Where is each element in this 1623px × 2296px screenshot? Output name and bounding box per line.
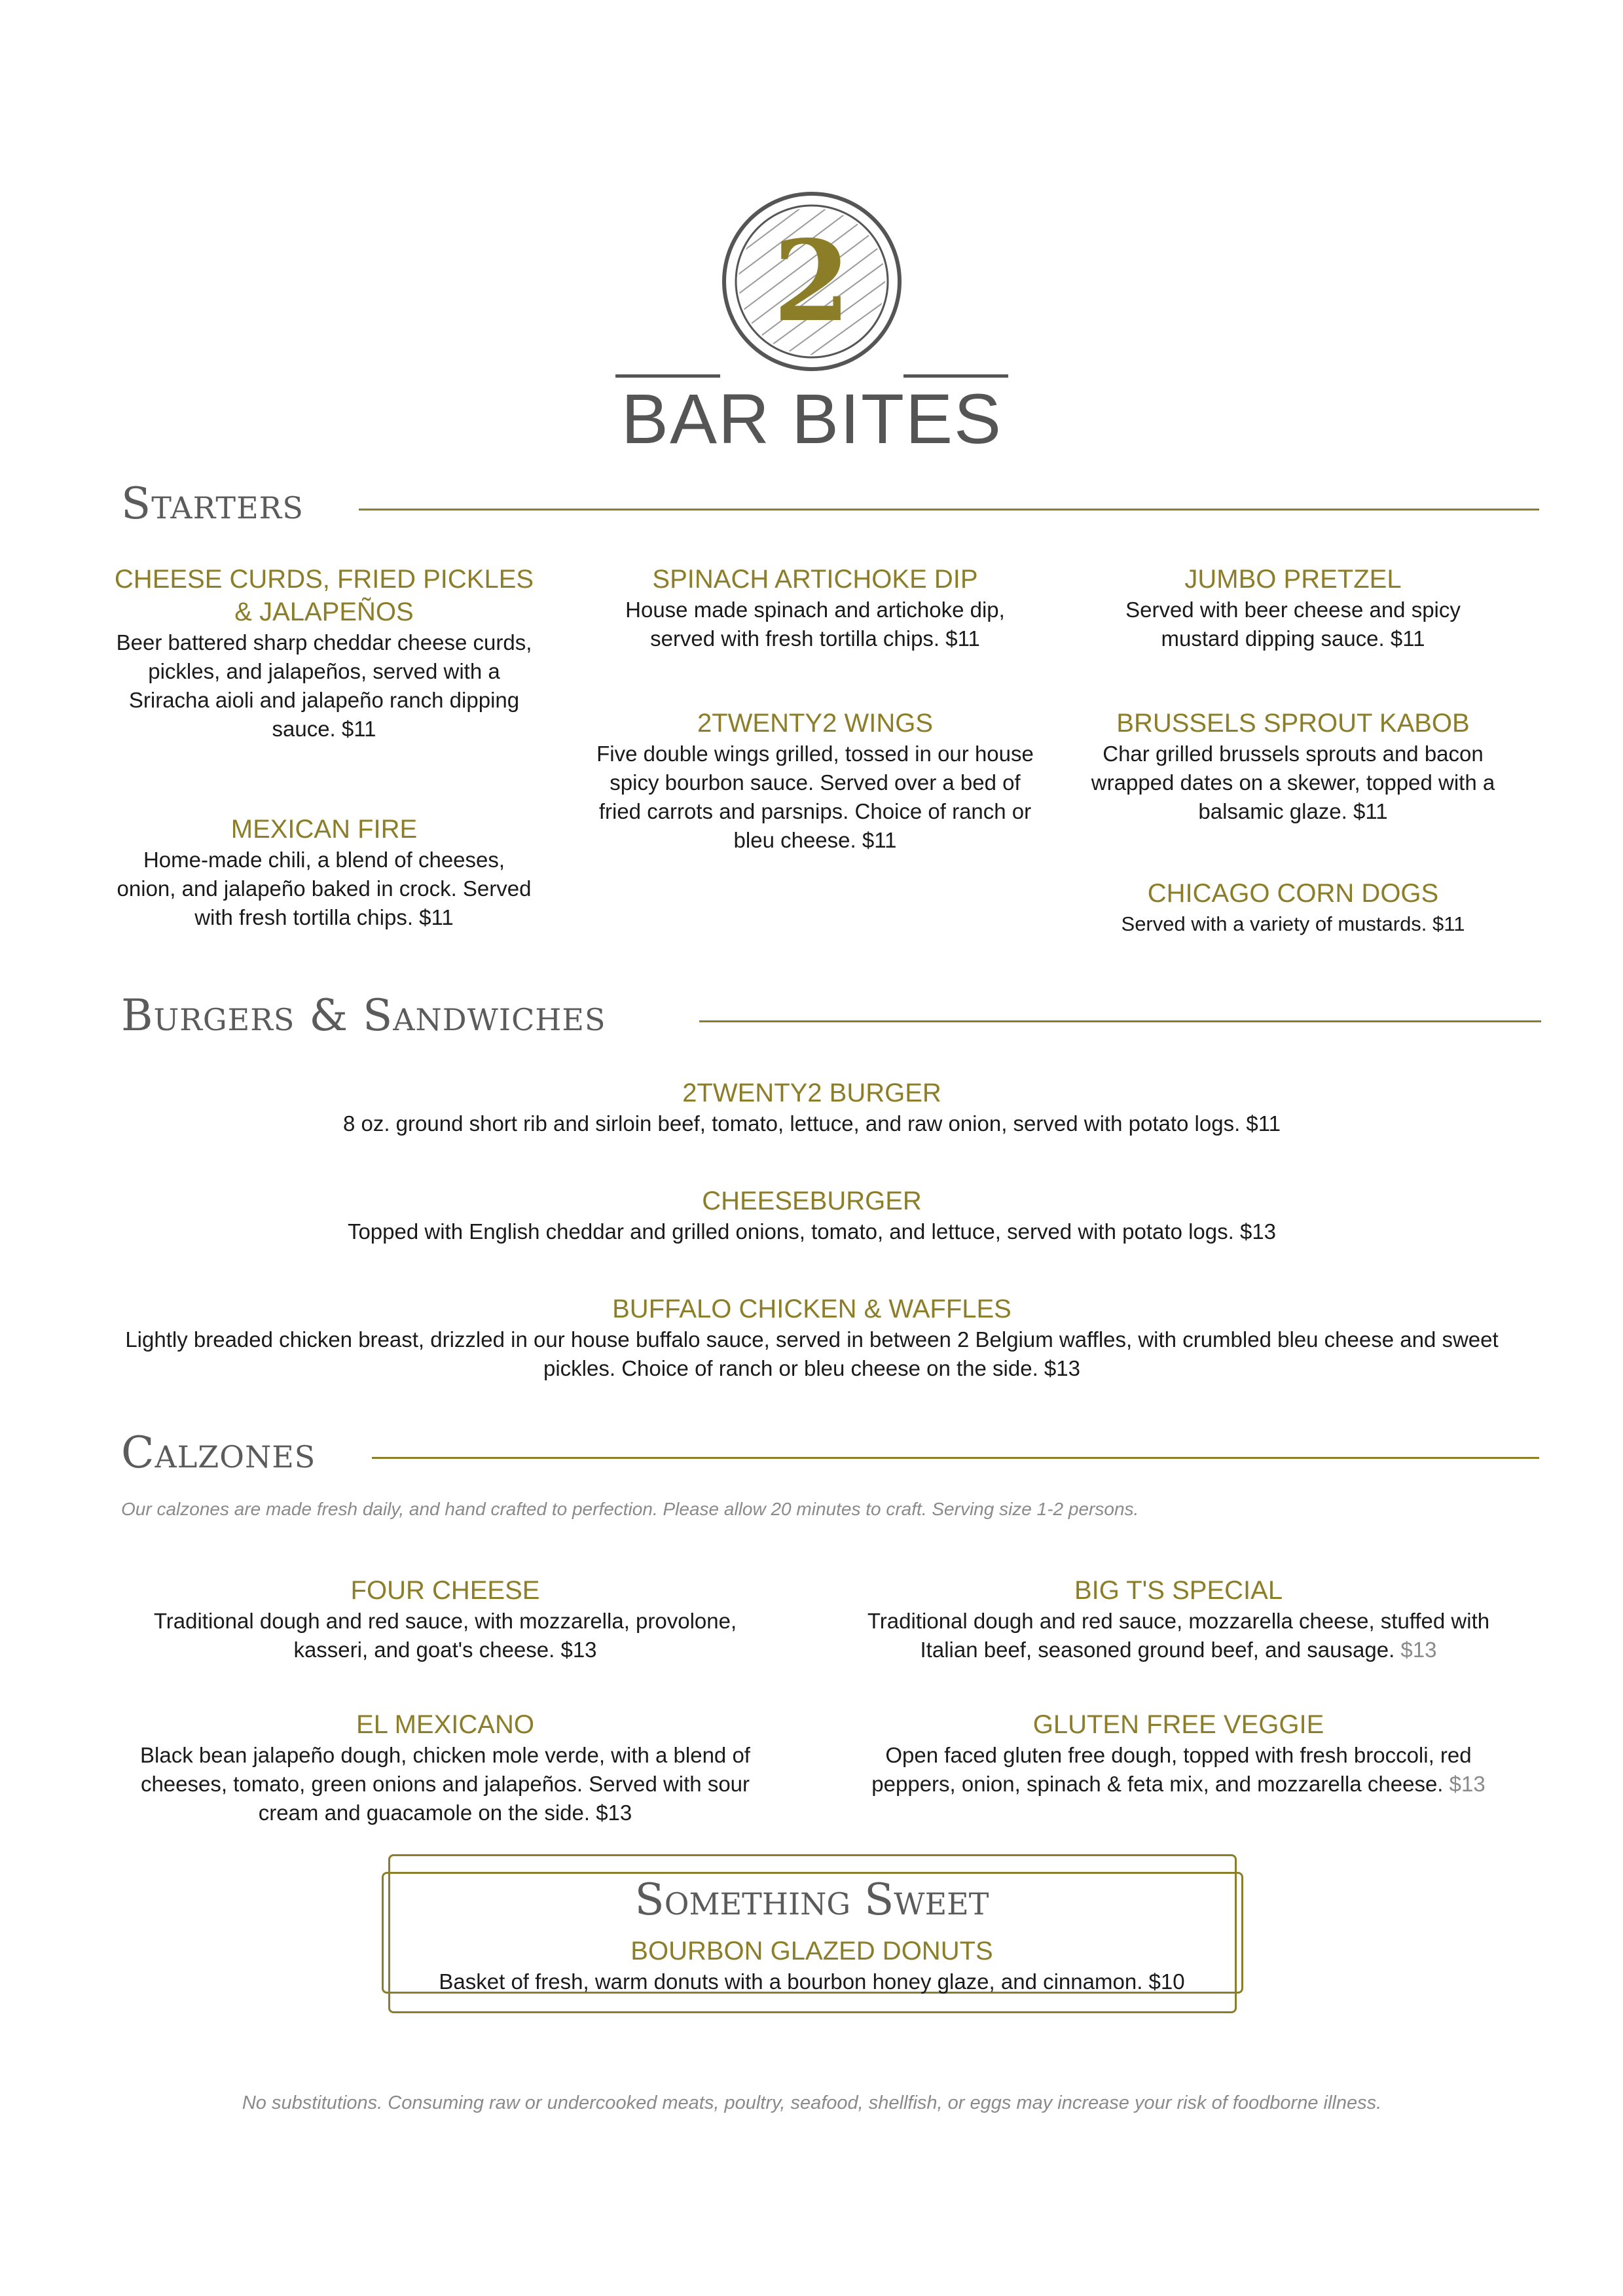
item-title: 2TWENTY2 BURGER (682, 1079, 941, 1107)
item-description: Beer battered sharp cheddar cheese curds, pickles, and jalapeños, served with a Sriracha aioli and jalapeño ranch dipping sauce. $11 (116, 630, 532, 741)
logo (602, 190, 1021, 465)
item-description: Traditional dough and red sauce, with mozzarella, provolone, kasseri, and goat's cheese. $13 (153, 1609, 737, 1662)
menu-item (118, 1574, 773, 1664)
item-title: MEXICAN FIRE (230, 815, 418, 844)
item-description: Five double wings grilled, tossed in our house spicy bourbon sauce. Served over a bed of fried carrots and parsnips. Choice of ranch or bleu cheese. $11 (596, 742, 1034, 852)
logo-title: BAR BITES (621, 379, 1003, 458)
section-rule-burgers (699, 1020, 1541, 1022)
item-description: 8 oz. ground short rib and sirloin beef, tomato, lettuce, and raw onion, served with potato logs. $11 (342, 1111, 1281, 1136)
logo-rule-right (903, 374, 1008, 378)
item-title: CHEESE CURDS, FRIED PICKLES & JALAPEÑOS (114, 565, 534, 626)
item-title: CHICAGO CORN DOGS (1147, 879, 1439, 908)
item-title: BIG T'S SPECIAL (1074, 1576, 1283, 1605)
menu-item (1074, 877, 1512, 939)
item-title: FOUR CHEESE (350, 1576, 540, 1605)
section-heading-sweet: Something Sweet (634, 1874, 989, 1925)
item-price: $13 (1449, 1772, 1486, 1796)
section-heading-calzones: Calzones (121, 1427, 316, 1478)
item-description-text: Open faced gluten free dough, topped with fresh broccoli, red peppers, onion, spinach & feta mix, and mozzarella cheese. (871, 1743, 1472, 1796)
calzones-note: Our calzones are made fresh daily, and hand crafted to perfection. Please allow 20 minutes to craft. Serving size 1-2 persons. (121, 1499, 1139, 1519)
menu-item (121, 1185, 1503, 1246)
menu-item (111, 563, 537, 744)
item-title: BUFFALO CHICKEN & WAFFLES (612, 1295, 1012, 1323)
item-description: Lightly breaded chicken breast, drizzled in our house buffalo sauce, served in between 2 Belgium waffles, with crumbled bleu cheese and sweet pickles. Choice of ranch or bleu cheese on the side. $13 (125, 1327, 1499, 1380)
menu-item (118, 1293, 1506, 1383)
item-title: SPINACH ARTICHOKE DIP (652, 565, 978, 594)
item-description: Served with a variety of mustards. $11 (1121, 912, 1465, 935)
item-title: GLUTEN FREE VEGGIE (1032, 1710, 1324, 1739)
item-description: Topped with English cheddar and grilled onions, tomato, and lettuce, served with potato logs. $13 (347, 1219, 1277, 1244)
logo-rule-left (615, 374, 720, 378)
menu-item (593, 563, 1038, 653)
item-title: JUMBO PRETZEL (1184, 565, 1402, 594)
item-description: Home-made chili, a blend of cheeses, onion, and jalapeño baked in crock. Served with fresh tortilla chips. $11 (117, 848, 532, 929)
menu-item (851, 1708, 1506, 1799)
item-title: EL MEXICANO (356, 1710, 534, 1739)
section-rule-calzones (372, 1457, 1539, 1459)
menu-item (1087, 563, 1499, 653)
item-price: $13 (1400, 1638, 1437, 1662)
menu-item (851, 1574, 1506, 1664)
footer-disclaimer: No substitutions. Consuming raw or undercooked meats, poultry, seafood, shellfish, or eggs may increase your risk of foodborne illness. (242, 2092, 1382, 2113)
section-heading-burgers: Burgers & Sandwiches (121, 990, 606, 1041)
menu-item (1087, 707, 1499, 826)
item-title: CHEESEBURGER (702, 1187, 922, 1215)
logo-number: 2 (773, 216, 851, 347)
sweet-box (386, 1873, 1237, 1996)
menu-item (593, 707, 1038, 855)
item-title: BOURBON GLAZED DONUTS (630, 1937, 993, 1965)
item-description: Black bean jalapeño dough, chicken mole verde, with a blend of cheeses, tomato, green onions and jalapeños. Served with sour cream and guacamole on the side. $13 (140, 1743, 750, 1825)
item-description: Char grilled brussels sprouts and bacon wrapped dates on a skewer, topped with a balsamic glaze. $11 (1091, 742, 1495, 823)
item-description: Basket of fresh, warm donuts with a bourbon honey glaze, and cinnamon. $10 (439, 1969, 1185, 1994)
item-description: Served with beer cheese and spicy mustard dipping sauce. $11 (1125, 598, 1461, 651)
item-title: 2TWENTY2 WINGS (697, 709, 934, 738)
item-description (851, 1607, 1506, 1664)
section-rule-starters (359, 509, 1539, 511)
section-heading-starters: Starters (121, 478, 304, 529)
item-title: BRUSSELS SPROUT KABOB (1116, 709, 1470, 738)
item-description: House made spinach and artichoke dip, served with fresh tortilla chips. $11 (625, 598, 1005, 651)
item-description-text: Traditional dough and red sauce, mozzarella cheese, stuffed with Italian beef, seasoned ground beef, and sausage. (867, 1609, 1490, 1662)
menu-item (121, 1077, 1503, 1138)
item-description (851, 1741, 1506, 1799)
menu-item (111, 813, 537, 932)
menu-item (118, 1708, 773, 1827)
